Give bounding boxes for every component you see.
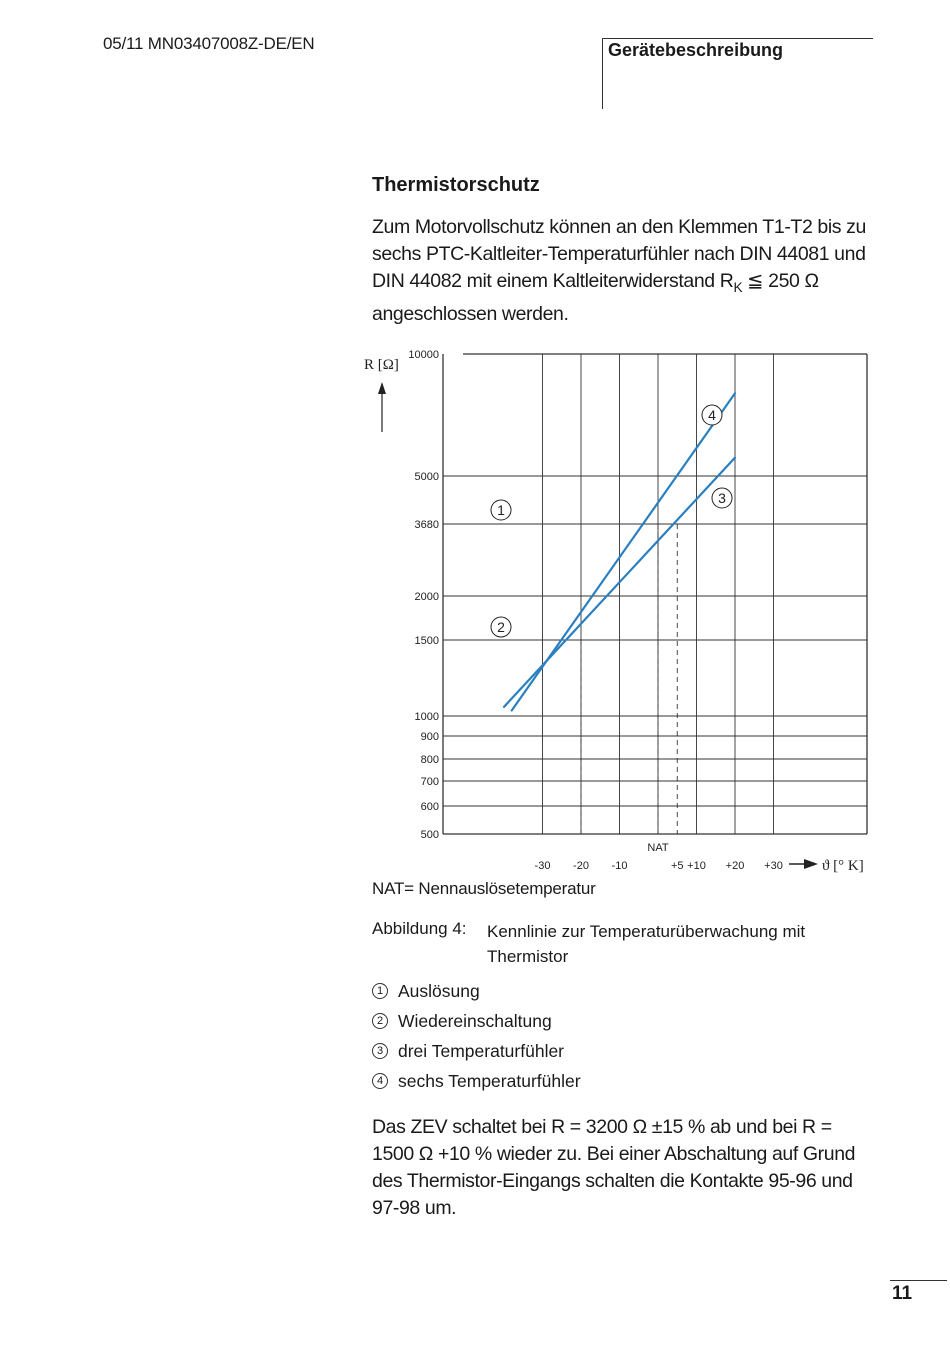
legend-item [372, 1036, 581, 1066]
chart-annotations [364, 357, 864, 874]
section-heading: Thermistorschutz [372, 174, 540, 196]
y-tick-label: 900 [420, 731, 439, 743]
chart-grid [443, 354, 867, 834]
y-tick-label: 3680 [414, 519, 439, 531]
circled-number: 1 [372, 983, 388, 999]
legend-text: sechs Temperaturfühler [398, 1070, 581, 1091]
chart-dashed-lines [443, 524, 677, 834]
curve-4 [512, 393, 735, 710]
x-axis-label: ϑ [° K] [822, 858, 864, 874]
legend-item [372, 976, 581, 1006]
y-axis-arrow-head [378, 382, 386, 394]
marker-curve-4 [702, 405, 722, 425]
marker-number: 2 [497, 619, 505, 635]
legend-list [372, 976, 581, 1096]
intro-subscript: K [733, 279, 743, 295]
x-tick-label: -20 [573, 860, 589, 872]
chart-tick-labels [408, 349, 782, 872]
page-number-rule [890, 1280, 947, 1281]
y-tick-label: 1500 [414, 635, 439, 647]
legend-text: Auslösung [398, 980, 480, 1001]
document-id: 05/11 MN03407008Z-DE/EN [103, 34, 315, 53]
y-tick-label: 5000 [414, 471, 439, 483]
x-axis-arrow-head [804, 859, 818, 869]
y-tick-label: 2000 [414, 591, 439, 603]
figure-label: Abbildung 4: [372, 919, 467, 938]
y-tick-label: 700 [420, 776, 439, 788]
y-tick-label: 500 [420, 829, 439, 841]
circled-number: 2 [372, 1013, 388, 1029]
y-axis-label: R [Ω] [364, 357, 399, 373]
nat-marker-label: NAT [647, 842, 669, 854]
x-tick-label: -10 [611, 860, 628, 872]
legend-text: Wiedereinschaltung [398, 1010, 552, 1031]
marker-curve-3 [712, 488, 732, 508]
x-tick-label: +20 [725, 860, 745, 872]
y-tick-label: 800 [420, 754, 439, 766]
y-tick-label: 10000 [408, 349, 439, 361]
intro-paragraph [372, 214, 877, 328]
closing-paragraph: Das ZEV schaltet bei R = 3200 Ω ±15 % ab und bei R = 1500 Ω +10 % wieder zu. Bei einer Abschaltung auf Grund des Thermistor-Eingangs schalten die Kontakte 95-96 und 97-98 um. [372, 1116, 856, 1219]
legend-text: drei Temperaturfühler [398, 1040, 565, 1061]
nat-definition: NAT= Nennauslösetemperatur [372, 879, 596, 898]
x-tick-label: +5 [670, 860, 684, 872]
x-tick-label: -30 [534, 860, 551, 872]
x-tick-label: +10 [687, 860, 706, 872]
page-number: 11 [892, 1283, 913, 1304]
marker-number: 1 [497, 502, 505, 518]
y-tick-label: 1000 [414, 711, 439, 723]
x-tick-label: +30 [764, 860, 783, 872]
circled-number: 3 [372, 1043, 388, 1059]
marker-number: 4 [708, 407, 716, 423]
legend-item [372, 1066, 581, 1096]
thermistor-chart [350, 340, 880, 875]
y-tick-label: 600 [420, 801, 439, 813]
intro-text-2: ≦ 250 Ω angeschlossen werden. [372, 270, 819, 325]
figure-caption: Kennlinie zur Temperaturüberwachung mit Thermistor [487, 922, 806, 966]
marker-number: 3 [718, 490, 726, 506]
marker-reset [491, 617, 511, 637]
section-title: Gerätebeschreibung [608, 40, 784, 60]
legend-item [372, 1006, 581, 1036]
marker-trip [491, 500, 511, 520]
intro-text-1: Zum Motorvollschutz können an den Klemmen T1-T2 bis zu sechs PTC-Kaltleiter-Temperaturfühler nach DIN 44081 und DIN 44082 mit einem Kaltleiterwiderstand R [372, 216, 866, 292]
circled-number: 4 [372, 1073, 388, 1089]
